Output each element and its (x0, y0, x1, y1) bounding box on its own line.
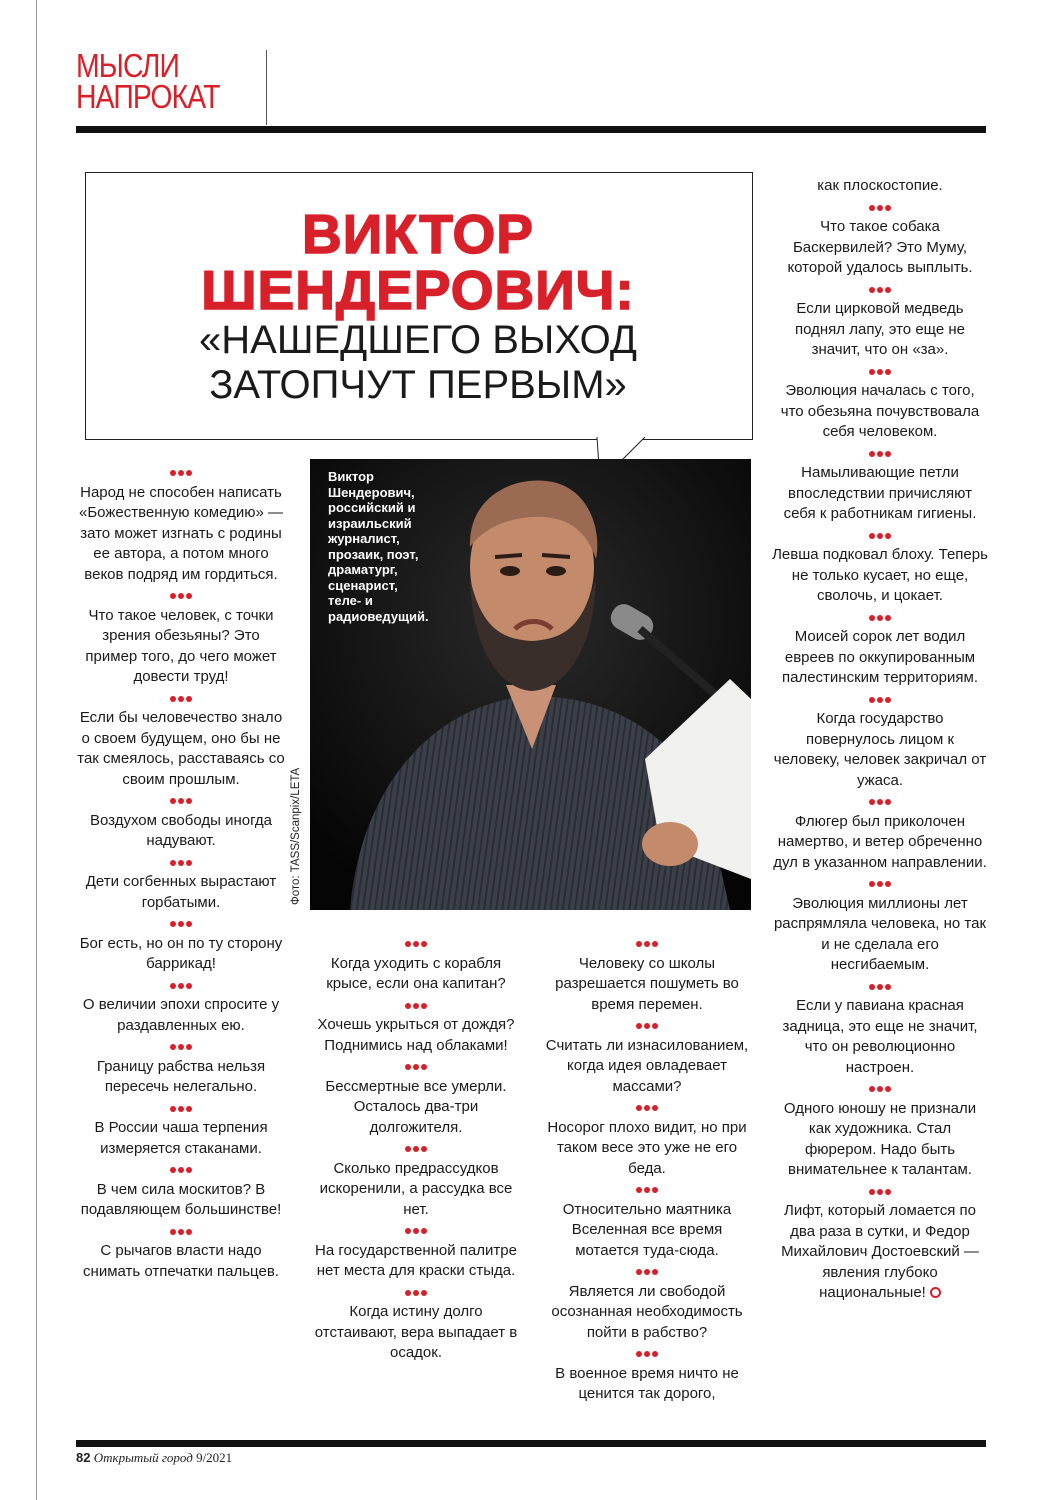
caption-line: Шендерович, (328, 484, 415, 500)
bullet-dots (772, 279, 988, 300)
headline-quote-line-2: ЗАТОПЧУТ ПЕРВЫМ» (209, 363, 627, 407)
bullet-dots (540, 1097, 754, 1118)
bullet-dots (772, 976, 988, 997)
caption-line: прозаик, поэт, (328, 546, 419, 562)
bullet-dots (772, 791, 988, 812)
caption-line: журналист, (328, 531, 400, 546)
bullet-dots (310, 1282, 522, 1303)
aphorism: Бессмертные все умерли. Осталось два-три долгожителя. (325, 1077, 507, 1136)
bullet-dots (76, 1221, 286, 1242)
bullet-dots (76, 1036, 286, 1057)
aphorism: Если бы человечество знало о своем будущем, оно бы не так смеялось, расставаясь со своим прошлым. (77, 709, 285, 788)
bullet-dots (76, 852, 286, 873)
bullet-dots (772, 607, 988, 628)
aphorism: Флюгер был приколочен намертво, и ветер обреченно дул в указанном направлении. (773, 812, 987, 871)
bullet-dots (772, 443, 988, 464)
headline-name-line-1: ВИКТОР (302, 203, 534, 265)
aphorism: На государственной палитре нет места для краски стыда. (315, 1241, 517, 1279)
caption-line: теле- и (328, 593, 373, 608)
bullet-dots (540, 1015, 754, 1036)
aphorism: Воздухом свободы иногда надувают. (90, 811, 272, 849)
author-photo (310, 459, 751, 910)
headline-quote (85, 318, 751, 408)
bullet-dots (76, 1098, 286, 1119)
aphorism: В чем сила москитов? В подавляющем большинстве! (80, 1180, 282, 1218)
bullet-dots (76, 913, 286, 934)
aphorism: Сколько предрассудков искоренили, а рассудка все нет. (319, 1159, 513, 1218)
aphorism: Человеку со школы разрешается пошуметь во время перемен. (555, 954, 739, 1013)
bullet-dots (540, 1261, 754, 1282)
photo-caption (328, 469, 458, 624)
bullet-dots (772, 1078, 988, 1099)
caption-line: драматург, (328, 562, 398, 577)
aphorism: В России чаша терпения измеряется стаканами. (94, 1119, 268, 1157)
bullet-dots (310, 995, 522, 1016)
aphorism-column-4 (772, 176, 988, 1304)
photo-credit: Фото: TASS/Scanpix/LETA (290, 767, 302, 905)
page-footer (76, 1450, 232, 1466)
aphorism: Эволюция миллионы лет распрямляла человека, но так и не сделала его несгибаемым. (773, 894, 987, 973)
aphorism: Что такое человек, с точки зрения обезьяны? Это пример того, до чего может довести труд! (85, 606, 277, 685)
aphorism-continued: как плоскостопие. (817, 177, 943, 194)
aphorism: Когда истину долго отстаивают, вера выпадает в осадок. (314, 1303, 518, 1361)
caption-line: израильский (328, 515, 412, 531)
bullet-dots (76, 585, 286, 606)
aphorism: Считать ли изнасилованием, когда идея овладевает массами? (545, 1036, 749, 1095)
aphorism: Если цирковой медведь поднял лапу, это еще не значит, что он «за». (795, 300, 965, 358)
bullet-dots (76, 975, 286, 996)
rubric-line-1: МЫСЛИ (76, 47, 180, 84)
bullet-dots (772, 689, 988, 710)
bullet-dots (772, 361, 988, 382)
aphorism: Относительно маятника Вселенная все время мотается туда-сюда. (562, 1200, 732, 1259)
bullet-dots (540, 933, 754, 954)
aphorism: Эволюция началась с того, что обезьяна почувствовала себя человеком. (780, 382, 980, 440)
headline-quote-line-1: «НАШЕДШЕГО ВЫХОД (199, 318, 637, 362)
bullet-dots (772, 197, 988, 218)
aphorism-column-3 (540, 933, 754, 1405)
caption-line: российский и (328, 500, 416, 515)
bottom-rule (76, 1440, 986, 1447)
aphorism: Если у павиана красная задница, это еще не значит, что он революционно настроен. (782, 997, 978, 1076)
aphorism: Бог есть, но он по ту сторону баррикад! (79, 934, 283, 972)
bullet-dots (772, 1181, 988, 1202)
aphorism-column-1 (76, 462, 286, 1282)
aphorism: Одного юношу не признали как художника. Стал фюрером. Надо быть внимательнее к талантам. (783, 1099, 977, 1178)
rubric-line-2: НАПРОКАТ (76, 78, 220, 115)
aphorism: Носорог плохо видит, но при таком весе это уже не его беда. (547, 1118, 747, 1177)
aphorism: Дети согбенных вырастают горбатыми. (85, 873, 277, 911)
bullet-dots (76, 462, 286, 483)
bullet-dots (76, 688, 286, 709)
aphorism: С рычагов власти надо снимать отпечатки пальцев. (83, 1242, 279, 1280)
bullet-dots (772, 873, 988, 894)
aphorism: Намыливающие петли впоследствии причисляют себя к работникам гигиены. (783, 464, 977, 522)
headline-name-line-2: ШЕНДЕРОВИЧ: (201, 259, 635, 321)
bullet-dots (310, 933, 522, 954)
bullet-dots (310, 1138, 522, 1159)
aphorism-column-2 (310, 933, 522, 1364)
aphorism: Народ не способен написать «Божественную комедию» — зато может изгнать с родины ее автора, а потом много веков подряд им гордиться. (78, 483, 284, 583)
aphorism: Хочешь укрыться от дождя? Поднимись над облаками! (317, 1016, 515, 1054)
bullet-dots (540, 1343, 754, 1364)
issue-number: 9/2021 (196, 1450, 233, 1465)
bullet-dots (310, 1220, 522, 1241)
bullet-dots (540, 1179, 754, 1200)
section-rubric (76, 47, 220, 115)
page-margin-line (36, 0, 37, 1500)
caption-line: Виктор (328, 469, 374, 484)
magazine-name: Открытый город (93, 1450, 193, 1465)
bullet-dots (310, 1056, 522, 1077)
aphorism: Моисей сорок лет водил евреев по оккупированным палестинским территориям. (782, 628, 978, 686)
top-rule (76, 126, 986, 133)
aphorism: Границу рабства нельзя пересечь нелегально. (96, 1057, 266, 1095)
aphorism: Является ли свободой осознанная необходимость пойти в рабство? (551, 1282, 743, 1341)
page-number: 82 (76, 1450, 91, 1465)
bullet-dots (76, 790, 286, 811)
bullet-dots (76, 1159, 286, 1180)
bullet-dots (772, 525, 988, 546)
rubric-divider (266, 50, 267, 125)
caption-line: сценарист, (328, 577, 398, 593)
headline-name (85, 203, 751, 321)
aphorism: Что такое собака Баскервилей? Это Муму, которой удалось выплыть. (787, 218, 973, 276)
aphorism: Когда государство повернулось лицом к человеку, человек закричал от ужаса. (773, 710, 987, 789)
aphorism-final (772, 1201, 988, 1304)
aphorism: В военное время ничто не ценится так дорого, (555, 1364, 739, 1402)
aphorism: Когда уходить с корабля крысе, если она капитан? (326, 954, 506, 992)
end-of-article-icon (930, 1287, 941, 1298)
aphorism-final-text: Лифт, который ломается по два раза в сутки, и Федор Михайлович Достоевский — явления глубоко национальные! (781, 1202, 979, 1301)
aphorism: О величии эпохи спросите у раздавленных ею. (82, 996, 280, 1034)
caption-line: радиоведущий. (328, 608, 429, 624)
aphorism: Левша подковал блоху. Теперь не только кусает, но еще, сволочь, и цокает. (772, 546, 988, 604)
